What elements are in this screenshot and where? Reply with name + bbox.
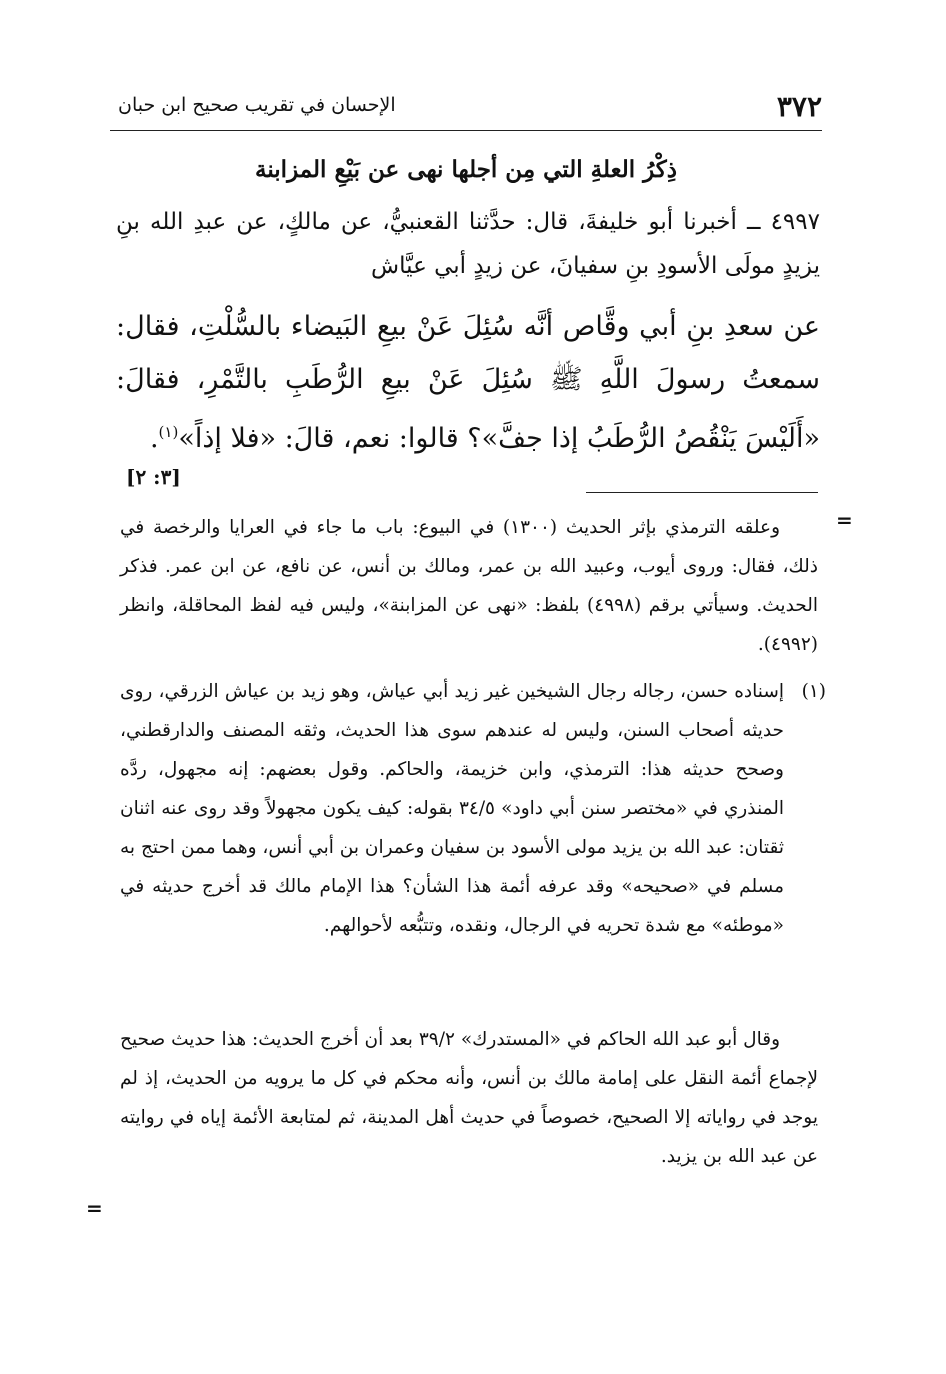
continuation-mark-bottom: = <box>86 1196 103 1220</box>
page-header <box>110 86 822 131</box>
footnote-1-continued: وقال أبو عبد الله الحاكم في «المستدرك» ٣٩/٢ بعد أن أخرج الحديث: هذا حديث صحيح لإجماع أئمة النقل على إمامة مالك بن أنس، وأنه محكم في كل ما يرويه من الحديث، إذ لم يوجد في رواياته إلا الصحيح، خصوصاً في حديث أهل المدينة، ثم لمتابعة الأئمة إياه في روايته عن عبد الله بن يزيد. <box>120 1029 818 1167</box>
footnote-continuation: وعلقه الترمذي بإثر الحديث (١٣٠٠) في البيوع: باب ما جاء في العرايا والرخصة في ذلك، فقال: وروى أيوب، وعبيد الله بن عمر، ومالك بن أنس، عن نافع، عن ابن عمر. فذكر الحديث. وسيأتي برقم (٤٩٩٨) بلفظ: «نهى عن المزابنة»، وليس فيه لفظ المحاقلة، وانظر (٤٩٩٢). <box>120 517 818 655</box>
footnote-divider <box>586 492 818 493</box>
footnote-1: إسناده حسن، رجاله رجال الشيخين غير زيد أبي عياش، وهو زيد بن عياش الزرقي، روى حديثه أصحاب السنن، وليس له عندهم سوى هذا الحديث، وثقه المصنف والدارقطني، وصحح حديثه هذا: الترمذي، وابن خزيمة، والحاكم. وقول بعضهم: إنه مجهول، ردَّه المنذري في «مختصر سنن أبي داود» ٣٤/٥ بقوله: كيف يكون مجهولاً وقد روى عنه اثنان ثقتان: عبد الله بن يزيد مولى الأسود بن سفيان وعمران بن أبي أنس، وهما ممن احتج به مسلم في «صحيحه» وقد عرفه أئمة هذا الشأن؟ هذا الإمام مالك قد أخرج حديثه في «موطئه» مع شدة تحريه في الرجال، ونقده، وتتبُّعه لأحوالهم. <box>120 681 784 936</box>
running-title: الإحسان في تقريب صحيح ابن حبان <box>118 94 396 116</box>
continuation-mark: = <box>836 508 853 532</box>
footnote-1-number: (١) <box>801 681 826 702</box>
hadith-isnad: ٤٩٩٧ ــ أخبرنا أبو خليفةَ، قال: حدَّثنا القعنبيُّ، عن مالكٍ، عن عبدِ الله بنِ يزيدٍ مولَى الأسودِ بنِ سفيانَ، عن زيدٍ أبي عيَّاش <box>116 209 820 279</box>
hadith-end-mark: . <box>149 423 159 454</box>
page-number: ٣٧٢ <box>776 90 822 123</box>
footnote-reference: (١) <box>158 423 179 441</box>
reference-tag: [٣: ٢] <box>126 465 181 489</box>
hadith-matn: عن سعدِ بنِ أبي وقَّاص أنَّه سُئِلَ عَنْ بيعِ البَيضاء بالسُّلْتِ، فقال: سمعتُ رسولَ اللَّهِ ﷺ سُئِلَ عَنْ بيعِ الرُّطَبِ بالتَّمْرِ، فقالَ: «أَلَيْسَ يَنْقُصُ الرُّطَبُ إذا جفَّ»؟ قالوا: نعم، قالَ: «فلا إذاً» <box>116 311 820 454</box>
hadith-matn-block <box>116 300 820 465</box>
chapter-title: ذِكْرُ العلةِ التي مِن أجلها نهى عن بَيْعِ المزابنة <box>255 156 677 183</box>
